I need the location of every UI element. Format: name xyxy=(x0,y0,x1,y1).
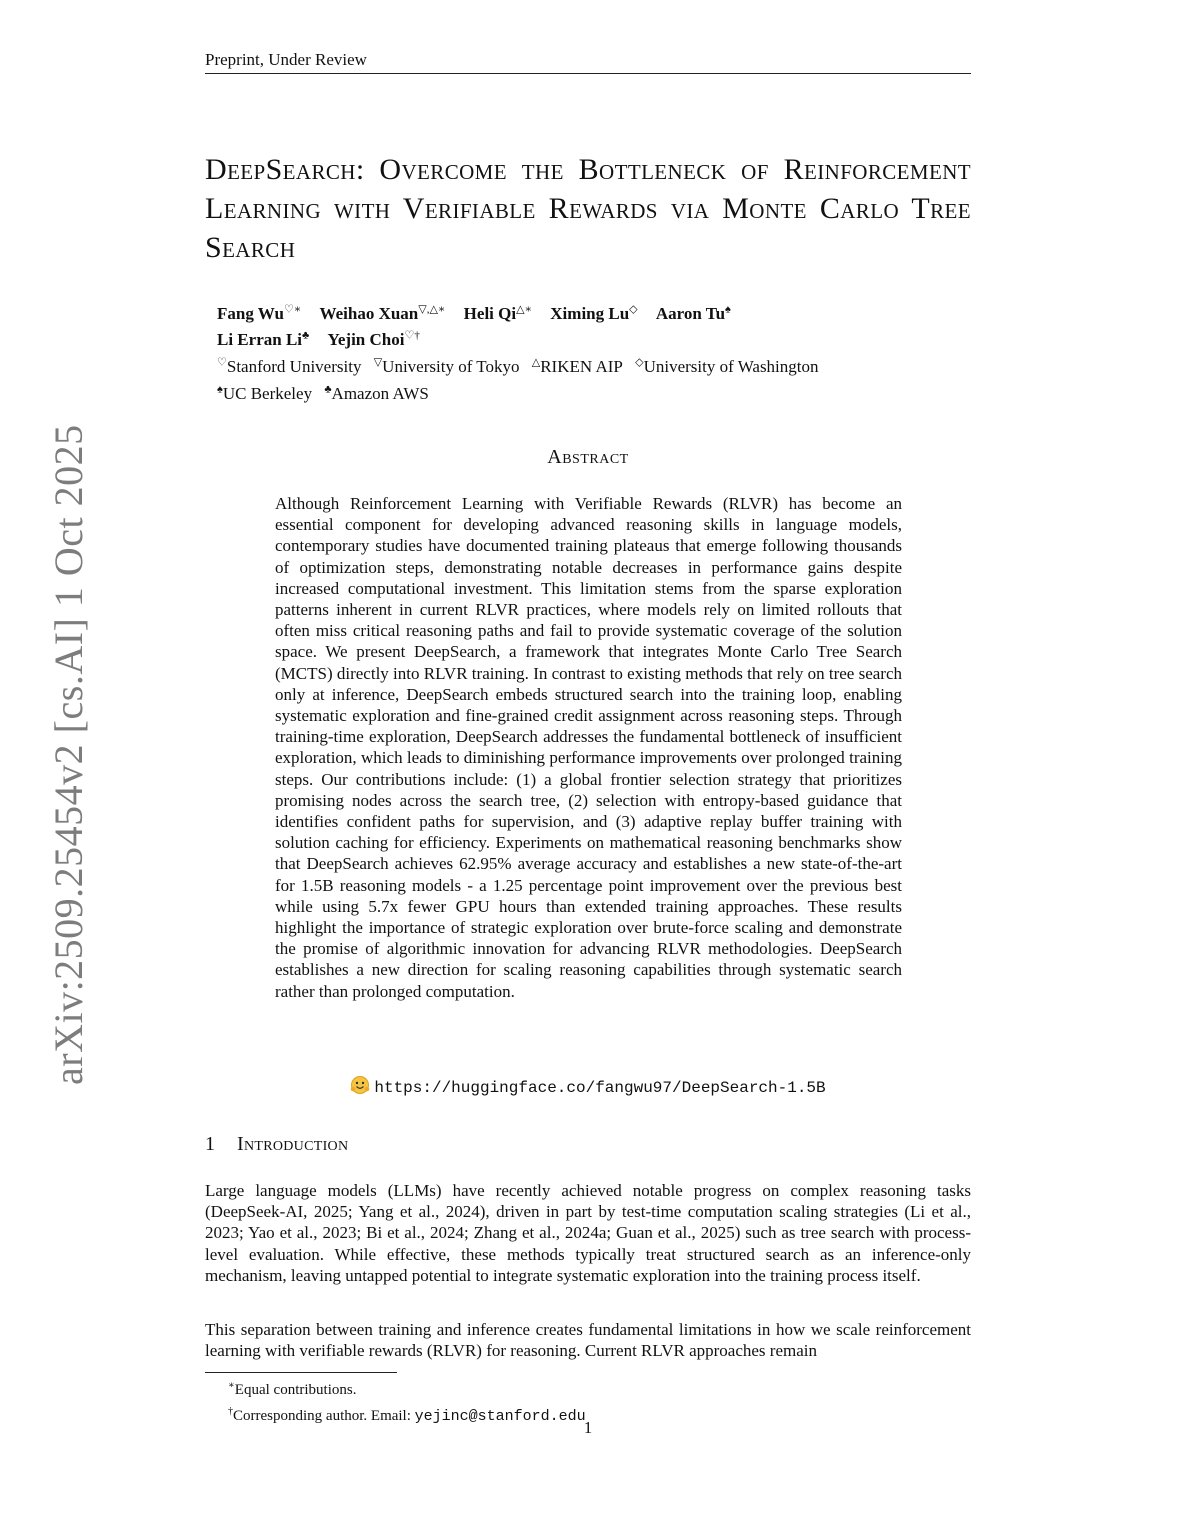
abstract-text: Although Reinforcement Learning with Verifiable Rewards (RLVR) has become an essential component for developing advanced reasoning skills in language models, contemporary studies have documented training plateaus that emerge following thousands of optimization steps, demonstrating notable decreases in performance gains despite increased computational investment. This limitation stems from the sparse exploration patterns inherent in current RLVR practices, where models rely on limited rollouts that often miss critical reasoning paths and fail to provide systematic coverage of the solution space. We present DeepSearch, a framework that integrates Monte Carlo Tree Search (MCTS) directly into RLVR training. In contrast to existing methods that rely on tree search only at inference, DeepSearch embeds structured search into the training loop, enabling systematic exploration and fine-grained credit assignment across reasoning steps. Through training-time exploration, DeepSearch addresses the fundamental bottleneck of insufficient exploration, which leads to diminishing performance improvements over prolonged training steps. Our contributions include: (1) a global frontier selection strategy that prioritizes promising nodes across the search tree, (2) selection with entropy-based guidance that identifies confident paths for supervision, and (3) adaptive replay buffer training with solution caching for efficiency. Experiments on mathematical reasoning benchmarks show that DeepSearch achieves 62.95% average accuracy and establishes a new state-of-the-art for 1.5B reasoning models - a 1.25 percentage point improvement over the previous best while using 5.7x fewer GPU hours than extended training approaches. These results highlight the importance of strategic exploration over brute-force scaling and demonstrate the promise of algorithmic innovation for advancing RLVR methodologies. DeepSearch establishes a new direction for scaling reasoning capabilities through systematic search rather than prolonged computation. xyxy=(275,494,902,1001)
affiliation: ♠UC Berkeley xyxy=(217,382,313,403)
author-block xyxy=(217,298,977,405)
huggingface-link[interactable]: https://huggingface.co/fangwu97/DeepSearch-1.5B xyxy=(374,1079,826,1097)
footnote-corresponding-author: †Corresponding author. Email: yejinc@stanford.edu xyxy=(228,1406,586,1425)
author-line-1 xyxy=(217,298,977,325)
author-line-2 xyxy=(217,325,977,352)
affiliation: ▽University of Tokyo xyxy=(373,356,520,376)
footnote-divider xyxy=(205,1372,397,1373)
huggingface-link-line xyxy=(205,1075,971,1100)
affiliation: ◇University of Washington xyxy=(635,356,819,376)
intro-paragraph: Large language models (LLMs) have recently achieved notable progress on complex reasoning tasks (DeepSeek-AI, 2025; Yang et al., 2024), driven in part by test-time computation scaling strategies (Li et al., 2023; Yao et al., 2023; Bi et al., 2024; Zhang et al., 2024a; Guan et al., 2025) such as tree search with process-level evaluation. While effective, these methods typically treat structured search as an inference-only mechanism, leaving untapped potential to integrate systematic exploration into the training process itself. xyxy=(205,1181,971,1285)
author: Ximing Lu◇ xyxy=(550,303,638,323)
section-heading-introduction xyxy=(205,1131,971,1157)
affiliation-line-1 xyxy=(217,351,977,378)
running-header: Preprint, Under Review xyxy=(205,50,971,74)
author: Aaron Tu♠ xyxy=(655,303,731,323)
affiliation: ♣Amazon AWS xyxy=(324,382,429,403)
huggingface-icon xyxy=(350,1075,370,1095)
intro-paragraph: This separation between training and inference creates fundamental limitations in how we scale reinforcement learning with verifiable rewards (RLVR) for reasoning. Current RLVR approaches remain xyxy=(205,1320,971,1361)
footnote-equal-contribution: ∗Equal contributions. xyxy=(228,1380,357,1398)
page-number: 1 xyxy=(583,1418,593,1437)
author: Li Erran Li♣ xyxy=(217,329,310,350)
arxiv-stamp[interactable]: arXiv:2509.25454v2 [cs.AI] 1 Oct 2025 xyxy=(46,424,91,1085)
abstract-heading: Abstract xyxy=(547,446,629,468)
affiliation: △RIKEN AIP xyxy=(531,356,623,376)
author: Yejin Choi♡† xyxy=(327,329,420,350)
affiliation-line-2 xyxy=(217,378,977,405)
section-number: 1 xyxy=(205,1133,215,1155)
author: Fang Wu♡∗ xyxy=(217,303,302,323)
author: Weihao Xuan▽,△∗ xyxy=(319,303,446,323)
section-title: Introduction xyxy=(237,1133,349,1155)
affiliation: ♡Stanford University xyxy=(217,356,362,376)
author-email[interactable]: yejinc@stanford.edu xyxy=(414,1408,586,1425)
author: Heli Qi△∗ xyxy=(463,303,533,323)
paper-title: DeepSearch: Overcome the Bottleneck of Reinforcement Learning with Verifiable Rewards via Monte Carlo Tree Search xyxy=(205,153,971,264)
